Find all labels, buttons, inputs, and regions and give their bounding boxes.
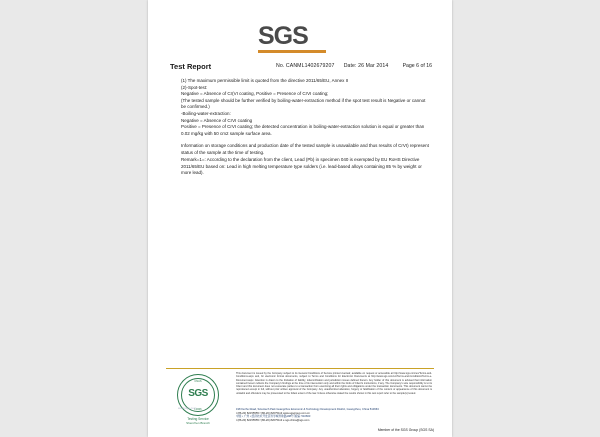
disclaimer-text: This document is issued by the Company subject to its General Conditions of Service printed overleaf, available on request or accessible at http://www.sgs.com/en/Terms-and-Conditions.aspx and, for electronic format documents, subject to Terms and Conditions for Electronic Documents at http://www.sgs.com/en/Terms-and-Conditions/Terms-e-Document.aspx. Attention is drawn to the limitation of liability, indemnification and jurisdiction issues defined therein. Any holder of this document is advised that information contained hereon reflects the Company's findings at the time of its intervention only and within the limits of Client's instructions, if any. The Company's sole responsibility is to its Client and this document does not exonerate parties to a transaction from exercising all their rights and obligations under the transaction documents. This document cannot be reproduced except in full, without prior written approval of the Company. Any unauthorized alteration, forgery or falsification of the content or appearance of this document is unlawful and offenders may be prosecuted to the fullest extent of the law. Unless otherwise stated the results shown in this test report refer to the sample(s) tested. — [236, 372, 432, 395]
seal-subtitle-2: Shenzhen Branch — [186, 421, 210, 425]
body-paragraph: Information on storage conditions and production date of the tested sample is unavailable and thus results of CrVI) represent status of the sample at the time of testing. — [181, 143, 429, 155]
seal-subtitle-1: Testing Service — [187, 417, 209, 421]
seal-sgs-text: SGS — [188, 388, 208, 399]
accreditation-seal — [170, 374, 226, 425]
member-line: Member of the SGS Group (SGS SA) — [377, 428, 434, 432]
footer-address — [236, 408, 432, 422]
seal-top-text: CNAS — [194, 380, 202, 383]
report-meta — [276, 63, 388, 69]
body-paragraph: (The tested sample should be further verified by boiling-water-extraction method if the spot test result is Negative or cannot be confirmed.) — [181, 97, 426, 110]
address-contact-cn: t (86-20) 82155555 f (86-20) 82075113 e sgs.china@sgs.com — [236, 418, 310, 422]
sgs-logo-text: SGS — [258, 22, 308, 50]
seal-bottom-text: L0306 — [194, 408, 202, 411]
remark-text: Remark=1=: According to the declaration from the client, Lead (Pb) in specimen 040 is exempted by EU RoHS Directive 2011/65/EU based on: Lead in high melting temperature type solders (i.e. lead-based alloys containing 85 % by weight or more lead). — [181, 157, 422, 176]
sgs-logo — [258, 24, 330, 54]
report-date: Date: 26 Mar 2014 — [343, 63, 389, 69]
footer-disclaimer — [236, 372, 432, 395]
document-page — [148, 0, 452, 437]
page-title: Test Report — [170, 62, 212, 71]
address-line-cn: 中国 • 广州 • 经济技术开发区科学城科珠路198号 邮编: 510663 — [236, 415, 311, 419]
address-contact-en: t (86-20) 82155555 f (86-20) 82075113 www.sgsgroup.com.cn — [236, 411, 310, 415]
page-footer — [148, 368, 452, 437]
body-paragraph: (1) The maximum permissible limit is quoted from the directive 2011/65/EU, Annex II — [181, 78, 349, 83]
page-number: Page 6 of 16 — [402, 63, 432, 69]
body-paragraph: Negative = Absence of Cr(VI coating, Positive = Presence of CrVI coating; — [181, 91, 329, 97]
body-text — [181, 78, 429, 157]
body-paragraph: (2)-Spot-test: — [181, 84, 208, 90]
footer-divider — [166, 368, 434, 369]
remark-block — [181, 157, 429, 177]
body-paragraph: Negative = Absence of CrVI coating — [181, 117, 253, 123]
report-number: No. CANML1402679207 — [276, 63, 335, 69]
footer-watermark: www.sgs.com — [178, 406, 197, 410]
body-paragraph: Positive = Presence of CrVI coating; the detected concentration in boiling-water-extraction solution is equal or greater than 0.02 mg/kg with 50 cm2 sample surface area. — [181, 124, 425, 136]
sgs-logo-bar — [258, 50, 326, 53]
address-line-en: 198 Kezhu Road, Scientech Park Guangzhou Economic & Technology Development District, Guangzhou, China 510663 — [236, 408, 379, 411]
body-paragraph: -Boiling-water-extraction: — [181, 110, 231, 116]
